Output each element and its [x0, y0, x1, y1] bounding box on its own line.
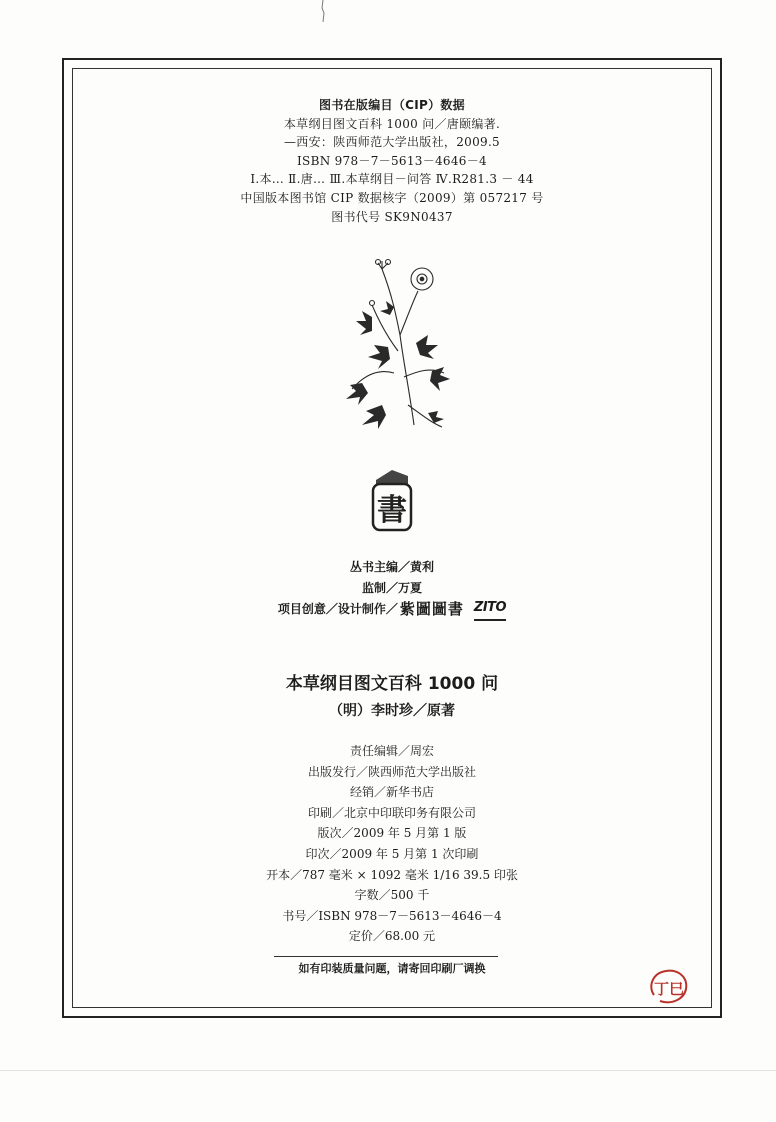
imprint-line: 责任编辑／周宏: [349, 744, 434, 758]
imprint-block: [64, 741, 720, 947]
svg-text:丁巳: 丁巳: [653, 980, 685, 998]
scan-mark: [320, 0, 326, 22]
imprint-line: 经销／新华书店: [349, 785, 434, 800]
svg-text:書: 書: [377, 493, 407, 528]
scan-bottom-edge: [0, 1070, 776, 1071]
creative-design-line: [278, 598, 506, 621]
imprint-line: 印刷／北京中印联印务有限公司: [307, 805, 476, 820]
creative-label: 项目创意／设计制作／: [277, 602, 398, 616]
cip-line: 本草纲目图文百科 1000 问／唐颐编著.: [283, 116, 501, 131]
publisher-logo: [368, 462, 416, 534]
imprint-line: 开本／787 毫米 × 1092 毫米 1/16 39.5 印张: [266, 867, 518, 882]
imprint-line: 版次／2009 年 5 月第 1 版: [317, 826, 467, 841]
imprint-line: 书号／ISBN 978－7－5613－4646－4: [282, 908, 502, 923]
cip-line: ISBN 978－7－5613－4646－4: [297, 153, 487, 168]
cip-line: —西安：陕西师范大学出版社，2009.5: [284, 135, 500, 150]
imprint-line: 字数／500 千: [354, 888, 430, 903]
imprint-line: 印次／2009 年 5 月第 1 次印刷: [305, 846, 479, 861]
copyright-page-frame: [62, 58, 722, 1018]
cip-title: 图书在版编目（CIP）数据: [319, 98, 465, 112]
book-title: 本草纲目图文百科 1000 问: [285, 674, 499, 694]
cip-data-block: [64, 96, 720, 226]
herb-illustration: [332, 255, 472, 430]
series-editor: 丛书主编／黄利: [349, 560, 434, 574]
quality-notice: [64, 960, 720, 978]
book-info: [64, 671, 720, 723]
cip-line: Ⅰ.本… Ⅱ.唐… Ⅲ.本草纲目－问答 Ⅳ.R281.3 － 44: [250, 172, 534, 187]
imprint-line: 出版发行／陕西师范大学出版社: [307, 764, 476, 779]
brand-chinese-name: 紫圖圖書: [399, 600, 464, 618]
cip-line: 中国版本图书馆 CIP 数据核字（2009）第 057217 号: [240, 190, 544, 205]
book-author: （明）李时珍／原著: [329, 703, 455, 719]
red-seal-stamp: [644, 965, 692, 1009]
zito-logo: ZITO: [474, 598, 506, 621]
imprint-line: 定价／68.00 元: [348, 929, 436, 944]
notice-text: 如有印装质量问题，请寄回印刷厂调换: [298, 962, 486, 975]
credits-block: [64, 557, 720, 621]
divider: [274, 956, 498, 957]
supervisor: 监制／万夏: [361, 580, 422, 595]
cip-line: 图书代号 SK9N0437: [331, 209, 453, 224]
